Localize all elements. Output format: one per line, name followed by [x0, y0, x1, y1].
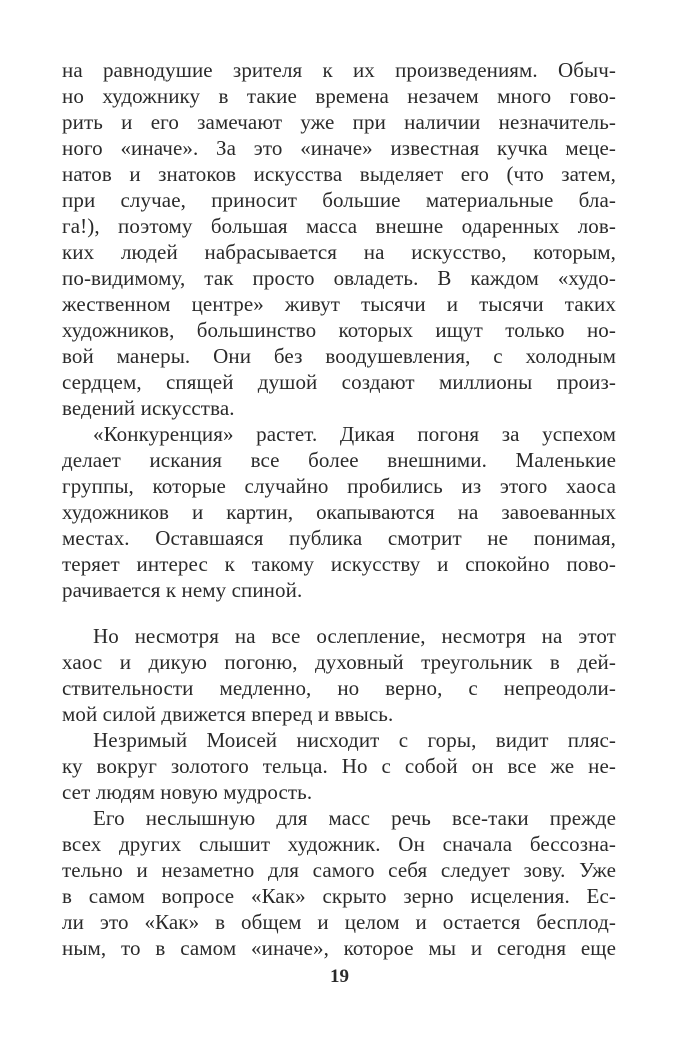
text-line: рачивается к нему спиной.	[62, 578, 303, 602]
text-line: Но несмотря на все ослепление, несмотря на этот	[93, 624, 616, 648]
text-line: ку вокруг золотого тельца. Но с собой он все же не-	[62, 754, 616, 778]
text-line: теряет интерес к такому искусству и спокойно пово-	[62, 552, 616, 576]
text-line: га!), поэтому большая масса внешне одаренных лов-	[62, 214, 616, 238]
text-line: но художнику в такие времена незачем много гово-	[62, 84, 616, 108]
text-line: на равнодушие зрителя к их произведениям. Обыч-	[62, 58, 616, 82]
text-line: Незримый Моисей нисходит с горы, видит пляс-	[93, 728, 616, 752]
text-line: тельно и незаметно для самого себя следует зову. Уже	[62, 858, 616, 882]
text-line: сердцем, спящей душой создают миллионы произ-	[62, 370, 616, 394]
text-line: всех других слышит художник. Он сначала бессозна-	[62, 832, 616, 856]
text-line: группы, которые случайно пробились из этого хаоса	[62, 474, 616, 498]
page-number: 19	[330, 966, 349, 987]
text-line: в самом вопросе «Как» скрыто зерно исцеления. Ес-	[62, 884, 616, 908]
page-text-block	[62, 57, 616, 961]
paragraph	[62, 805, 616, 961]
text-line: местах. Оставшаяся публика смотрит не понимая,	[62, 526, 616, 550]
text-line: вой манеры. Они без воодушевления, с холодным	[62, 344, 616, 368]
text-line: мой силой движется вперед и ввысь.	[62, 702, 394, 726]
text-line: ного «иначе». За это «иначе» известная кучка меце-	[62, 136, 616, 160]
text-line: рить и его замечают уже при наличии незначитель-	[62, 110, 616, 134]
text-line: хаос и дикую погоню, духовный треугольник в дей-	[62, 650, 616, 674]
text-line: ли это «Как» в общем и целом и остается бесплод-	[62, 910, 616, 934]
paragraph	[62, 421, 616, 603]
text-line: Его неслышную для масс речь все-таки прежде	[93, 806, 616, 830]
text-line: натов и знатоков искусства выделяет его (что затем,	[62, 162, 616, 186]
text-line: ведений искусства.	[62, 396, 235, 420]
text-line: по-видимому, так просто овладеть. В каждом «худо-	[62, 266, 616, 290]
text-line: ствительности медленно, но верно, с непреодоли-	[62, 676, 616, 700]
text-line: при случае, приносит большие материальные бла-	[62, 188, 616, 212]
text-line: жественном центре» живут тысячи и тысячи таких	[62, 292, 616, 316]
text-line: ным, то в самом «иначе», которое мы и сегодня еще	[62, 936, 616, 960]
text-line: художников и картин, окапываются на завоеванных	[62, 500, 616, 524]
paragraph	[62, 57, 616, 421]
text-line: сет людям новую мудрость.	[62, 780, 313, 804]
text-line: художников, большинство которых ищут только но-	[62, 318, 616, 342]
paragraph	[62, 727, 616, 805]
text-line: делает искания все более внешними. Маленькие	[62, 448, 616, 472]
text-line: ких людей набрасывается на искусство, которым,	[62, 240, 616, 264]
paragraph	[62, 623, 616, 727]
text-line: «Конкуренция» растет. Дикая погоня за успехом	[93, 422, 616, 446]
